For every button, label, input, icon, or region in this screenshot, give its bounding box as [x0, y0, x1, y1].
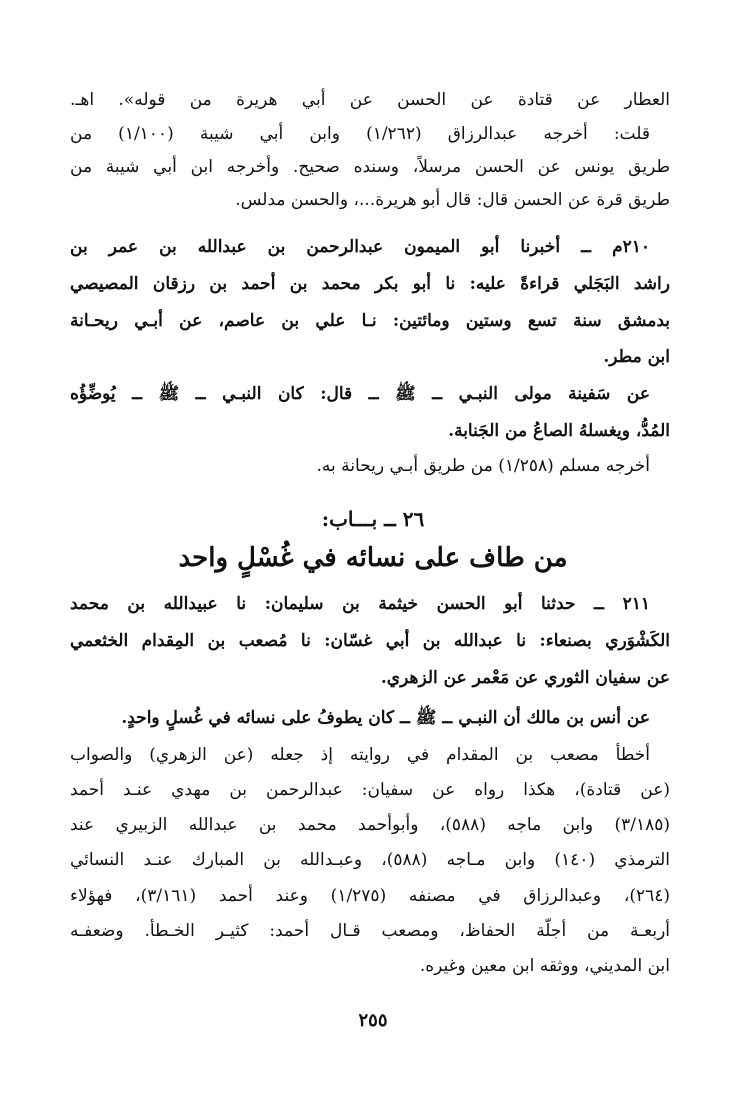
- text-line: طريق قرة عن الحسن قال: قال أبو هريرة...، والحسن مدلس.: [235, 190, 670, 210]
- commentary-line: ابن المديني، ووثقه ابن معين وغيره.: [419, 956, 670, 976]
- chapter-label: ٢٦ ــ بـــاب:: [321, 507, 425, 531]
- text-line: العطار عن قتادة عن الحسن عن أبي هريرة من قوله». اهـ.: [70, 90, 670, 110]
- chapter-title: من طاف على نسائه في غُسْلٍ واحد: [178, 543, 568, 573]
- hadith-211-line: ٢١١ ــ حدثنا أبو الحسن خيثمة بن سليمان: نا عبيدالله بن محمد: [70, 594, 650, 614]
- isnad-line: راشد البَجَلي قراءةً عليه: نا أبو بكر محمد بن أحمد بن رزقان المصيصي: [70, 274, 670, 294]
- isnad-line: ابن مطر.: [603, 347, 670, 367]
- commentary-line: (عن قتادة)، هكذا رواه عن سفيان: عبدالرحمن بن مهدي عنـد أحمد: [70, 780, 670, 800]
- matn-line: عن سَفينة مولى النبـي ــ ﷺ ــ قال: كان النبـي ــ ﷺ ــ يُوضِّؤُه: [70, 384, 650, 404]
- page-number: ٢٥٥: [358, 1010, 388, 1031]
- text-line: قلت: أخرجه عبدالرزاق (١/٢٦٢) وابن أبي شيبة (١/١٠٠) من: [70, 124, 650, 144]
- matn-line: عن أنس بن مالك أن النبـي ــ ﷺ ــ كان يطوفُ على نسائه في غُسلٍ واحدٍ.: [121, 708, 650, 728]
- commentary-line: الترمذي (١٤٠) وابن مـاجه (٥٨٨)، وعبـدالله بن المبارك عنـد النسائي: [70, 850, 670, 870]
- commentary-line: أربعـة من أجلّة الحفاظ، ومصعب قـال أحمد: كثيـر الخـطأ. وضعفـه: [70, 921, 670, 941]
- isnad-line: الكَشْوَري بصنعاء: نا عبدالله بن أبي غسّان: نا مُصعب بن المِقدام الخثعمي: [70, 631, 670, 651]
- isnad-line: عن سفيان الثوري عن مَعْمر عن الزهري.: [380, 668, 670, 688]
- text-line: طريق يونس عن الحسن مرسلاً، وسنده صحيح. وأخرجه ابن أبي شيبة من: [70, 157, 670, 177]
- takhrij-line: أخرجه مسلم (١/٢٥٨) من طريق أبـي ريحانة به.: [316, 456, 650, 476]
- commentary-line: (٣/١٨٥) وابن ماجه (٥٨٨)، وأبوأحمد محمد بن عبدالله الزبيري عند: [70, 815, 670, 835]
- matn-line: المُدُّ، ويغسلهُ الصاعُ من الجَنابة.: [448, 421, 670, 441]
- commentary-line: أخطأ مصعب بن المقدام في روايته إذ جعله (عن الزهري) والصواب: [70, 745, 650, 765]
- isnad-line: بدمشق سنة تسع وستين ومائتين: نـا علي بن عاصم، عن أبـي ريحـانة: [70, 311, 670, 331]
- commentary-line: (٢٦٤)، وعبدالرزاق في مصنفه (١/٢٧٥) وعند أحمد (٣/١٦١)، فهؤلاء: [70, 886, 670, 906]
- hadith-210m-line: ٢١٠م ــ أخبرنا أبو الميمون عبدالرحمن بن عبدالله بن عمر بن: [70, 237, 650, 257]
